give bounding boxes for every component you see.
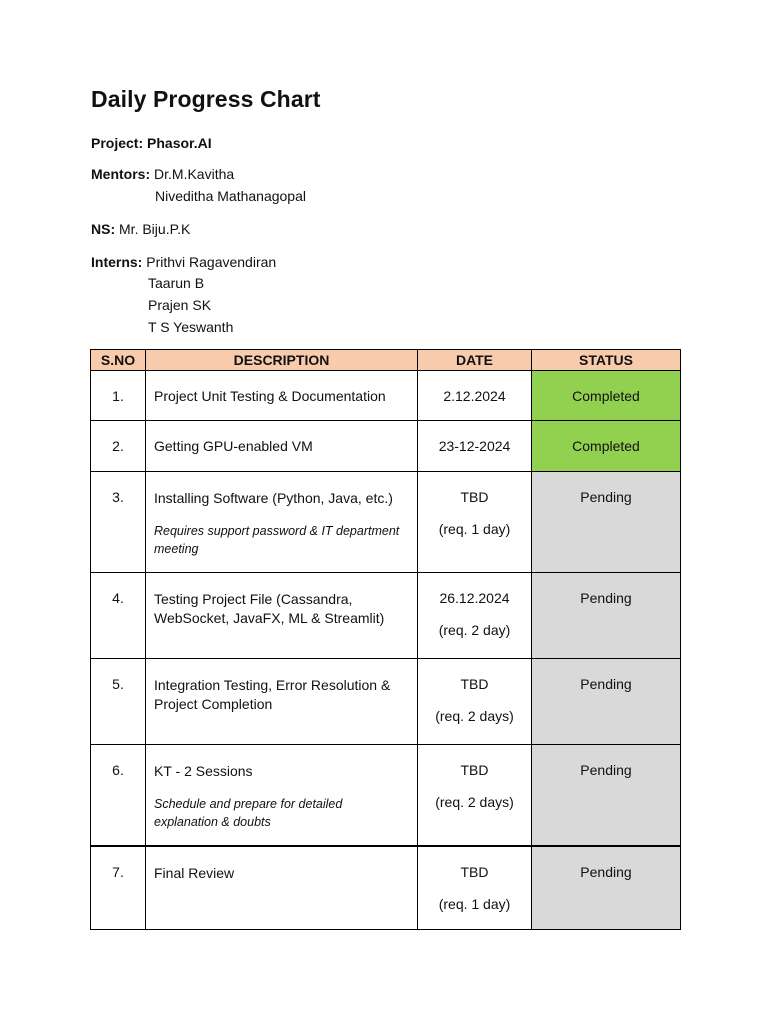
status-badge: Pending: [580, 590, 632, 606]
row-description: [146, 472, 417, 558]
progress-table: [90, 349, 681, 930]
page-title: Daily Progress Chart: [91, 86, 321, 112]
row-description-cell: [146, 846, 418, 930]
status-badge: Completed: [532, 371, 681, 421]
row-date: TBD: [460, 762, 489, 778]
row-sno-cell: [91, 846, 146, 930]
column-header-description: DESCRIPTION: [146, 350, 418, 371]
status-badge: Pending: [580, 676, 632, 692]
table-row: [91, 371, 681, 421]
row-description-text: Installing Software (Python, Java, etc.): [154, 490, 393, 506]
row-date-cell: [418, 573, 532, 659]
row-sno: 6.: [112, 762, 124, 778]
row-date: 26.12.2024: [439, 590, 510, 606]
column-header-status: STATUS: [532, 350, 681, 371]
row-sno: 4.: [112, 590, 124, 606]
row-date-cell: [418, 659, 532, 745]
row-sno: 3.: [112, 489, 124, 505]
row-description-cell: [146, 573, 418, 659]
intern-name: Prajen SK: [148, 297, 212, 313]
status-badge: Pending: [580, 863, 632, 880]
table-row: [91, 573, 681, 659]
ns-line: [91, 218, 190, 240]
row-date-cell: [418, 745, 532, 846]
table-row: [91, 846, 681, 930]
row-date-note: (req. 1 day): [438, 521, 511, 537]
table-row: [91, 745, 681, 846]
row-description: [146, 745, 417, 831]
interns-line: [91, 251, 276, 273]
status-cell: [532, 472, 681, 573]
ns-label: NS:: [91, 221, 116, 237]
row-date-cell: [418, 472, 532, 573]
row-date: TBD: [460, 863, 489, 880]
intern-name: Prithvi Ragavendiran: [146, 254, 277, 270]
row-date: TBD: [460, 489, 489, 505]
project-line: [91, 132, 212, 154]
status-badge: Pending: [580, 489, 632, 505]
table-row: [91, 659, 681, 745]
project-label: Project:: [91, 135, 144, 151]
row-date: TBD: [460, 676, 489, 692]
row-date-note: (req. 2 day): [438, 622, 511, 638]
row-date-cell: [418, 846, 532, 930]
row-sno-cell: [91, 659, 146, 745]
row-sno: 1.: [91, 371, 146, 421]
row-sno: 5.: [112, 676, 124, 692]
status-cell: [532, 659, 681, 745]
intern-name: Taarun B: [148, 275, 205, 291]
row-description: Project Unit Testing & Documentation: [146, 371, 418, 421]
row-sno: 7.: [112, 863, 124, 880]
table-row: [91, 421, 681, 472]
intern-name: T S Yeswanth: [148, 319, 234, 335]
row-note: Schedule and prepare for detailed explanation & doubts: [154, 797, 343, 829]
mentor-name: Dr.M.Kavitha: [154, 166, 235, 182]
row-sno-cell: [91, 745, 146, 846]
row-date-note: (req. 2 days): [435, 794, 514, 810]
mentors-line: [91, 163, 234, 185]
row-date: 2.12.2024: [418, 371, 532, 421]
row-description-cell: [146, 745, 418, 846]
status-cell: [532, 846, 681, 930]
row-date-note: (req. 1 day): [438, 895, 511, 912]
row-date: 23-12-2024: [418, 421, 532, 472]
row-description-cell: [146, 472, 418, 573]
row-description: Final Review: [154, 864, 235, 881]
row-description: Integration Testing, Error Resolution & Project Completion: [154, 677, 391, 712]
status-cell: [532, 745, 681, 846]
status-badge: Completed: [532, 421, 681, 472]
row-description-cell: [146, 659, 418, 745]
row-description: Getting GPU-enabled VM: [146, 421, 418, 472]
ns-name: Mr. Biju.P.K: [119, 221, 191, 237]
row-sno: 2.: [91, 421, 146, 472]
column-header-date: DATE: [418, 350, 532, 371]
project-name: Phasor.AI: [147, 135, 212, 151]
row-description-text: KT - 2 Sessions: [154, 763, 253, 779]
table-row: [91, 472, 681, 573]
row-sno-cell: [91, 472, 146, 573]
status-badge: Pending: [580, 762, 632, 778]
row-date-note: (req. 2 days): [435, 708, 514, 724]
row-sno-cell: [91, 573, 146, 659]
table-header-row: [91, 350, 681, 371]
row-description: Testing Project File (Cassandra, WebSocket, JavaFX, ML & Streamlit): [154, 591, 385, 626]
mentors-label: Mentors:: [91, 166, 151, 182]
mentor-name: Niveditha Mathanagopal: [155, 188, 306, 204]
column-header-sno: S.NO: [91, 350, 146, 371]
status-cell: [532, 573, 681, 659]
row-note: Requires support password & IT department meeting: [154, 524, 400, 556]
interns-label: Interns:: [91, 254, 143, 270]
